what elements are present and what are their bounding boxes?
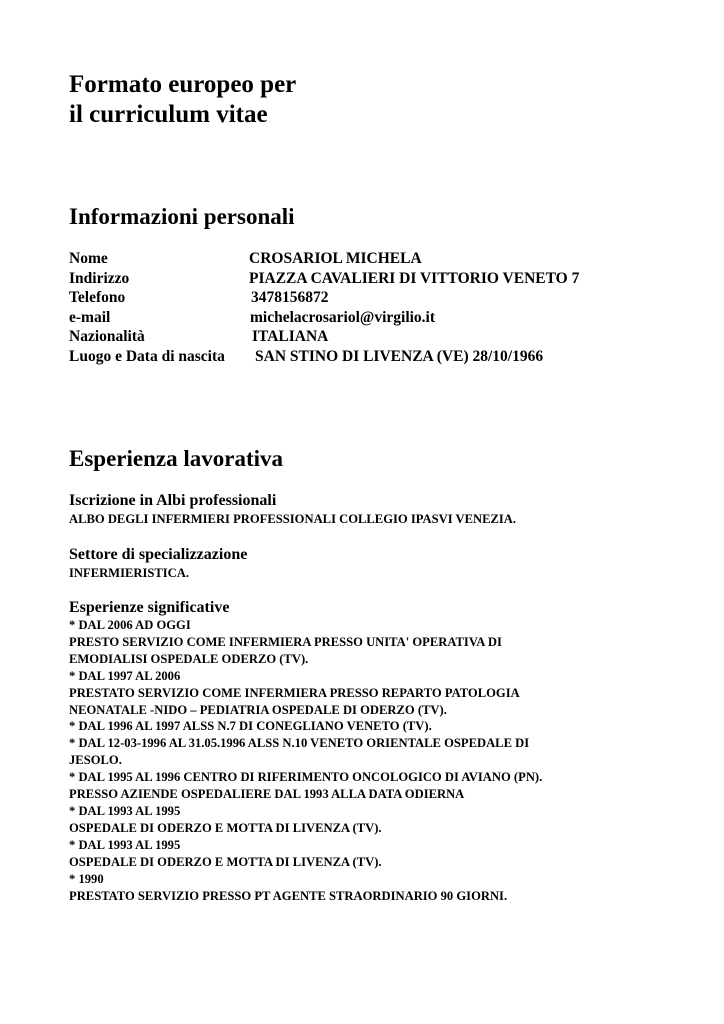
experience-line: * DAL 2006 AD OGGI [69, 618, 191, 632]
document-title [69, 70, 296, 130]
experience-line: OSPEDALE DI ODERZO E MOTTA DI LIVENZA (TV). [69, 854, 382, 869]
specialization-text: INFERMIERISTICA. [69, 566, 190, 580]
info-value-name: CROSARIOL MICHELA [249, 250, 422, 267]
info-value-address: PIAZZA CAVALIERI DI VITTORIO VENETO 7 [249, 269, 580, 287]
experience-line: PRESTATO SERVIZIO PRESSO PT AGENTE STRAORDINARIO 90 GIORNI. [69, 888, 508, 903]
info-value-phone: 3478156872 [251, 289, 329, 306]
info-value-email: michelacrosariol@virgilio.it [250, 308, 436, 326]
experience-line: * DAL 1995 AL 1996 CENTRO DI RIFERIMENTO ONCOLOGICO DI AVIANO (PN). [69, 770, 543, 785]
experience-line: * DAL 1993 AL 1995 [69, 803, 181, 818]
work-experience-heading: Esperienza lavorativa [69, 446, 283, 471]
experience-line: PRESTATO SERVIZIO COME INFERMIERA PRESSO REPARTO PATOLOGIA [69, 685, 520, 700]
experience-line: OSPEDALE DI ODERZO E MOTTA DI LIVENZA (TV). [69, 820, 382, 835]
experience-line: PRESTO SERVIZIO COME INFERMIERA PRESSO UNITA' OPERATIVA DI [69, 634, 502, 649]
info-label: Nome [69, 250, 108, 267]
experience-list [69, 617, 542, 904]
info-label: Indirizzo [69, 269, 130, 287]
document-title-line-2: il curriculum vitae [69, 101, 268, 128]
info-value-nationality: ITALIANA [252, 328, 329, 345]
experience-line: * DAL 1996 AL 1997 ALSS N.7 DI CONEGLIANO VENETO (TV). [69, 719, 432, 734]
experience-line: * DAL 1993 AL 1995 [69, 837, 181, 852]
experience-line: * DAL 12-03-1996 AL 31.05.1996 ALSS N.10 VENETO ORIENTALE OSPEDALE DI [69, 736, 530, 751]
experience-line: * DAL 1997 AL 2006 [69, 668, 181, 683]
significant-experience-title: Esperienze significative [69, 599, 230, 616]
personal-info-heading: Informazioni personali [69, 204, 295, 229]
experience-line: PRESSO AZIENDE OSPEDALIERE DAL 1993 ALLA DATA ODIERNA [69, 787, 465, 802]
experience-line: * 1990 [69, 871, 104, 886]
experience-line: NEONATALE -NIDO – PEDIATRIA OSPEDALE DI ODERZO (TV). [69, 702, 447, 717]
albi-title: Iscrizione in Albi professionali [69, 492, 277, 509]
specialization-title: Settore di specializzazione [69, 546, 248, 563]
info-label: Nazionalità [69, 328, 145, 345]
info-label: Telefono [69, 289, 126, 306]
info-value-birth: SAN STINO DI LIVENZA (VE) 28/10/1966 [255, 347, 544, 365]
albi-text: ALBO DEGLI INFERMIERI PROFESSIONALI COLLEGIO IPASVI VENEZIA. [69, 512, 517, 526]
info-label: Luogo e Data di nascita [69, 347, 225, 365]
experience-line: EMODIALISI OSPEDALE ODERZO (TV). [69, 651, 309, 666]
experience-line: JESOLO. [69, 753, 122, 768]
info-label: e-mail [69, 308, 111, 326]
document-title-line-1: Formato europeo per [69, 71, 297, 98]
